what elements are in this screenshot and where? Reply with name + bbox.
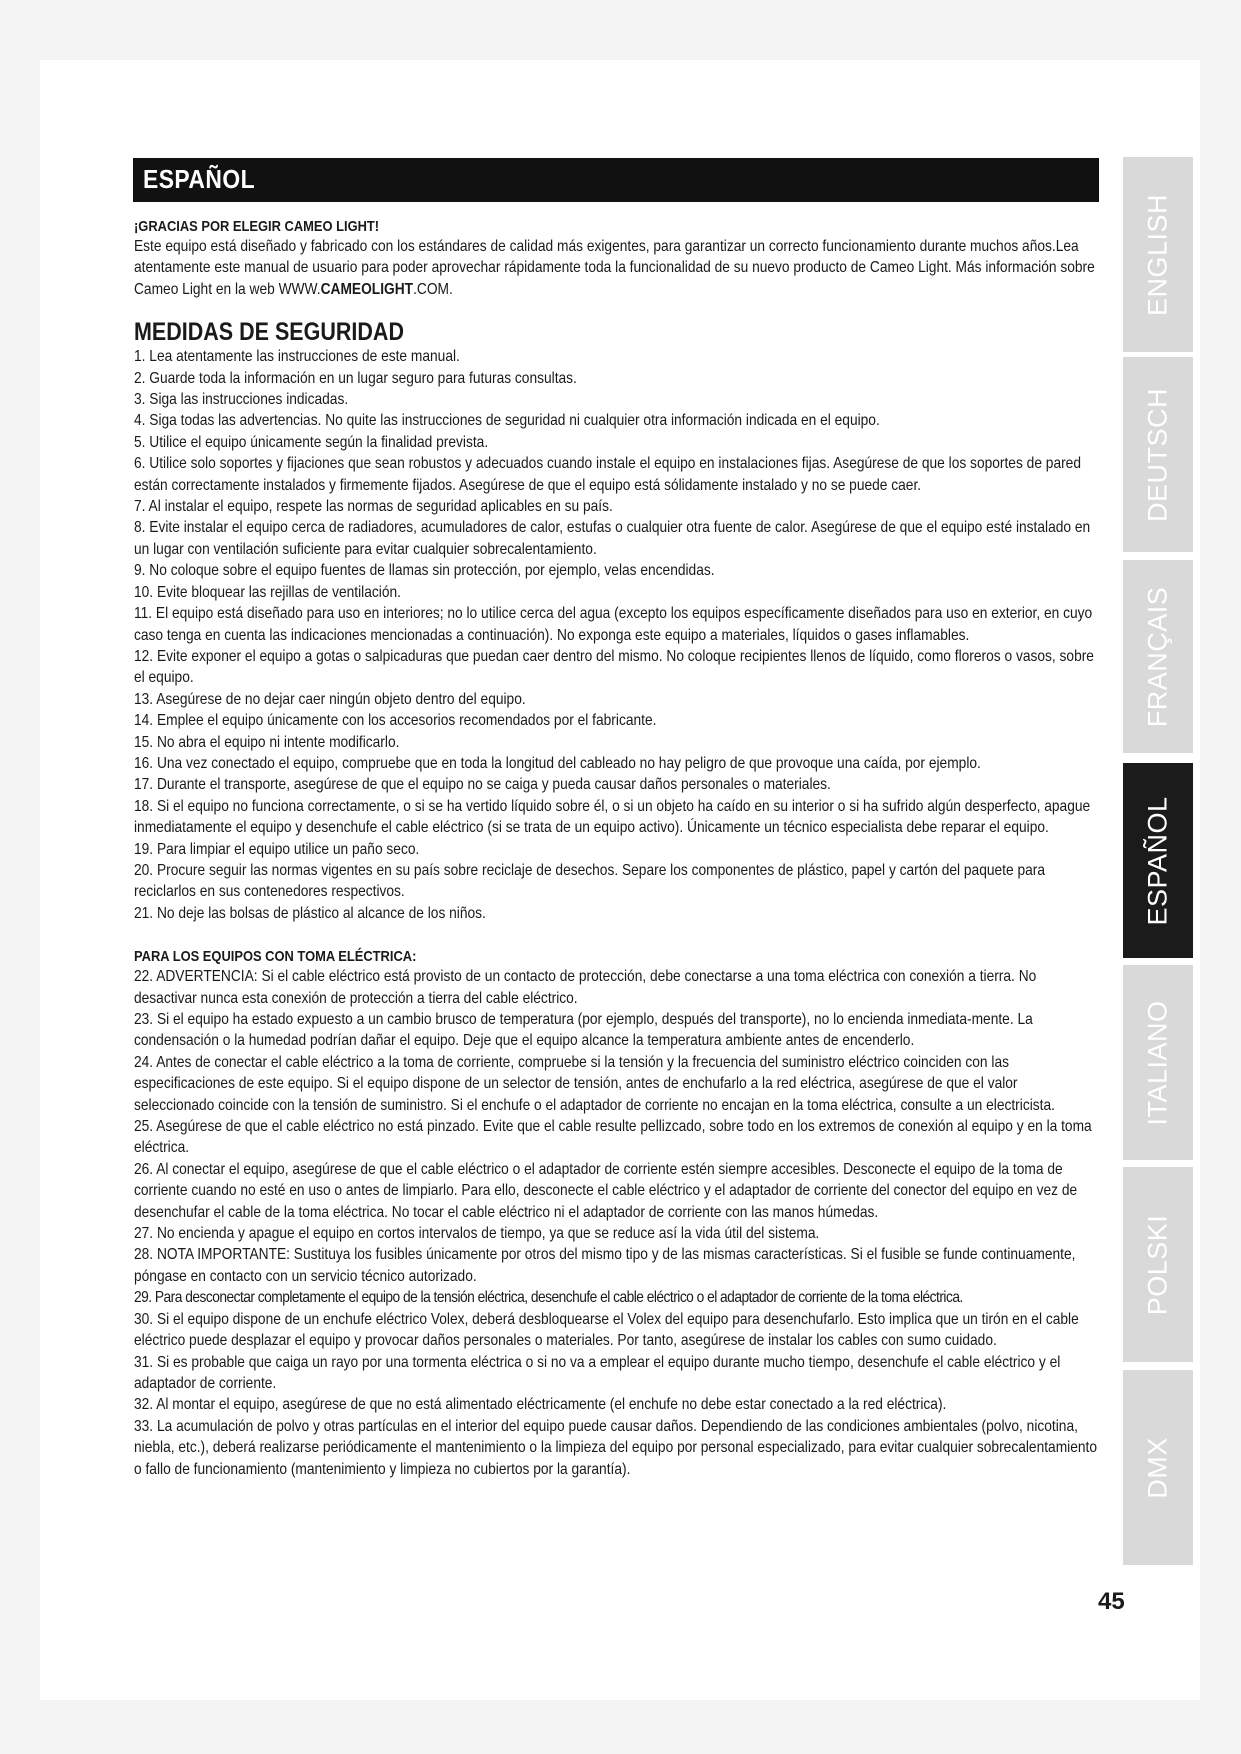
safety-item: 13. Asegúrese de no dejar caer ningún objeto dentro del equipo. (134, 690, 526, 708)
safety-item: 11. El equipo está diseñado para uso en interiores; no lo utilice cerca del agua (excepto los equipos específicamente diseñados para uso en exterior, en cuyo caso tenga en cuenta las indicaciones mencionadas a continuación). No exponga este equipo a materiales, líquidos o gases inflamables. (134, 605, 1093, 644)
page-number: 45 (1098, 1588, 1125, 1615)
tab-deutsch-label: DEUTSCH (1142, 387, 1173, 522)
electrical-item: 30. Si el equipo dispone de un enchufe eléctrico Volex, deberá desbloquearse el Volex del equipo para desenchufarlo. Esto implica que un tirón en el cable eléctrico puede desplazar el equipo y provocar daños personales o materiales. Por tanto, asegúrese de instalar los cables con sumo cuidado. (134, 1310, 1079, 1350)
electrical-item: 32. Al montar el equipo, asegúrese de que no está alimentado eléctricamente (el enchufe no debe estar conectado a la red eléctrica). (134, 1396, 947, 1414)
intro-title: ¡GRACIAS POR ELEGIR CAMEO LIGHT! (134, 218, 380, 235)
tab-polski-label: POLSKI (1142, 1214, 1173, 1315)
content (134, 218, 1100, 1480)
safety-item: 20. Procure seguir las normas vigentes en su país sobre reciclaje de desechos. Separe los componentes de plástico, papel y cartón del paquete para reciclarlos en sus contenedores respectivos. (134, 861, 1045, 901)
safety-item: 4. Siga todas las advertencias. No quite las instrucciones de seguridad ni cualquier otra información indicada en el equipo. (134, 412, 880, 430)
safety-item: 1. Lea atentamente las instrucciones de este manual. (134, 348, 460, 366)
tab-polski[interactable] (1123, 1167, 1193, 1362)
safety-item: 12. Evite exponer el equipo a gotas o salpicaduras que puedan caer dentro del mismo. No coloque recipientes llenos de líquido, como floreros o vasos, sobre el equipo. (134, 647, 1094, 687)
header-bar (133, 158, 1099, 202)
safety-item: 3. Siga las instrucciones indicadas. (134, 391, 349, 409)
intro-text (134, 236, 1100, 300)
header-title: ESPAÑOL (143, 164, 255, 194)
tab-english-label: ENGLISH (1142, 193, 1173, 316)
safety-item: 6. Utilice solo soportes y fijaciones que sean robustos y adecuados cuando instale el equipo en instalaciones fijas. Asegúrese de que los soportes de pared están correctamente instalados y firmemente fijados. Asegúrese de que el equipo está sólidamente instalado y no se puede caer. (134, 455, 1081, 494)
safety-title: MEDIDAS DE SEGURIDAD (134, 318, 404, 347)
electrical-item: 31. Si es probable que caiga un rayo por una tormenta eléctrica o si no va a emplear el equipo durante mucho tiempo, desenchufe el cable eléctrico y el adaptador de corriente. (134, 1353, 1061, 1392)
safety-item: 14. Emplee el equipo únicamente con los accesorios recomendados por el fabricante. (134, 712, 657, 730)
tab-francais-label: FRANÇAIS (1142, 586, 1173, 727)
electrical-item: 27. No encienda y apague el equipo en cortos intervalos de tiempo, ya que se reduce así la vida útil del sistema. (134, 1225, 820, 1243)
safety-item: 19. Para limpiar el equipo utilice un paño seco. (134, 840, 420, 858)
tab-espanol-label: ESPAÑOL (1142, 795, 1173, 926)
tab-italiano-label: ITALIANO (1142, 999, 1173, 1126)
safety-item: 9. No coloque sobre el equipo fuentes de llamas sin protección, por ejemplo, velas encendidas. (134, 562, 715, 580)
tab-dmx-label: DMX (1142, 1436, 1173, 1499)
electrical-item: 25. Asegúrese de que el cable eléctrico no está pinzado. Evite que el cable resulte pellizcado, sobre todo en los extremos de conexión al equipo y en la toma eléctrica. (134, 1118, 1092, 1157)
safety-item: 5. Utilice el equipo únicamente según la finalidad prevista. (134, 433, 489, 451)
electrical-item: 26. Al conectar el equipo, asegúrese de que el cable eléctrico o el adaptador de corriente estén siempre accesibles. Desconecte el equipo de la toma de corriente cuando no esté en uso o antes de limpiarlo. Para ello, desconecte el cable eléctrico y el adaptador de corriente del conector del equipo en vez de desenchufar el cable de la toma eléctrica. No tocar el cable eléctrico ni el adaptador de corriente con las manos húmedas. (134, 1160, 1078, 1221)
electrical-item: 23. Si el equipo ha estado expuesto a un cambio brusco de temperatura (por ejemplo, después del transporte), no lo encienda inmediata-mente. La condensación o la humedad podrían dañar el equipo. Deje que el equipo alcance la temperatura ambiente antes de encenderlo. (134, 1011, 1033, 1050)
electrical-item: 33. La acumulación de polvo y otras partículas en el interior del equipo puede causar daños. Dependiendo de las condiciones ambientales (polvo, nicotina, niebla, etc.), deberá realizarse periódicamente el mantenimiento o la limpieza del equipo por personal especializado, para evitar cualquier sobrecalentamiento o fallo de funcionamiento (mantenimiento y limpieza no cubiertos por la garantía). (134, 1417, 1097, 1478)
website-tail: .COM. (413, 280, 453, 298)
safety-item: 17. Durante el transporte, asegúrese de que el equipo no se caiga y pueda causar daños personales o materiales. (134, 776, 831, 794)
electrical-item: 22. ADVERTENCIA: Si el cable eléctrico está provisto de un contacto de protección, debe conectarse a una toma eléctrica con conexión a tierra. No desactivar nunca esta conexión de protección a tierra del cable eléctrico. (134, 968, 1037, 1007)
intro-text-body: Este equipo está diseñado y fabricado con los estándares de calidad más exigentes, para garantizar un correcto funcionamiento durante muchos años.Lea atentamente este manual de usuario para poder aprovechar rápidamente toda la funcionalidad de su nuevo producto de Cameo Light. Más información sobre Cameo Light en la web WWW. (134, 238, 1095, 298)
electrical-item: 29. Para desconectar completamente el equipo de la tensión eléctrica, desenchufe el cable eléctrico o el adaptador de corriente de la toma eléctrica. (134, 1289, 963, 1307)
electrical-item: 28. NOTA IMPORTANTE: Sustituya los fusibles únicamente por otros del mismo tipo y de las mismas características. Si el fusible se funde continuamente, póngase en contacto con un servicio técnico autorizado. (134, 1246, 1076, 1285)
safety-item: 16. Una vez conectado el equipo, compruebe que en toda la longitud del cableado no hay peligro de que provoque una caída, por ejemplo. (134, 754, 981, 772)
intro-section (134, 218, 1100, 1480)
safety-item: 21. No deje las bolsas de plástico al alcance de los niños. (134, 904, 486, 922)
electrical-item: 24. Antes de conectar el cable eléctrico a la toma de corriente, compruebe si la tensión y la frecuencia del suministro eléctrico coinciden con las especificaciones de este equipo. Si el equipo dispone de un selector de tensión, antes de enchufarlo a la red eléctrica, asegúrese de que el valor seleccionado coincide con la tensión de suministro. Si el enchufe o el adaptador de corriente no encajan en la toma eléctrica, consulte a un electricista. (134, 1053, 1055, 1114)
electrical-title: PARA LOS EQUIPOS CON TOMA ELÉCTRICA: (134, 948, 417, 966)
safety-item: 8. Evite instalar el equipo cerca de radiadores, acumuladores de calor, estufas o cualquier otra fuente de calor. Asegúrese de que el equipo esté instalado en un lugar con ventilación suficiente para evitar cualquier sobrecalentamiento. (134, 519, 1091, 558)
tab-dmx[interactable] (1123, 1370, 1193, 1565)
safety-item: 10. Evite bloquear las rejillas de ventilación. (134, 583, 401, 601)
safety-list (134, 346, 1100, 924)
tab-espanol[interactable] (1123, 763, 1193, 958)
safety-item: 15. No abra el equipo ni intente modificarlo. (134, 733, 400, 751)
tab-deutsch[interactable] (1123, 357, 1193, 552)
tab-italiano[interactable] (1123, 965, 1193, 1160)
electrical-list (134, 966, 1100, 1480)
tab-francais[interactable] (1123, 560, 1193, 753)
safety-item: 2. Guarde toda la información en un lugar seguro para futuras consultas. (134, 369, 577, 387)
safety-item: 7. Al instalar el equipo, respete las normas de seguridad aplicables en su país. (134, 498, 613, 516)
tab-english[interactable] (1123, 157, 1193, 352)
website-brand: CAMEOLIGHT (320, 280, 414, 298)
safety-item: 18. Si el equipo no funciona correctamente, o si se ha vertido líquido sobre él, o si un objeto ha caído en su interior o si ha sufrido algún desperfecto, apague inmediatamente el equipo y desenchufe el cable eléctrico (si se trata de un equipo activo). Únicamente un técnico especialista debe reparar el equipo. (134, 797, 1091, 837)
